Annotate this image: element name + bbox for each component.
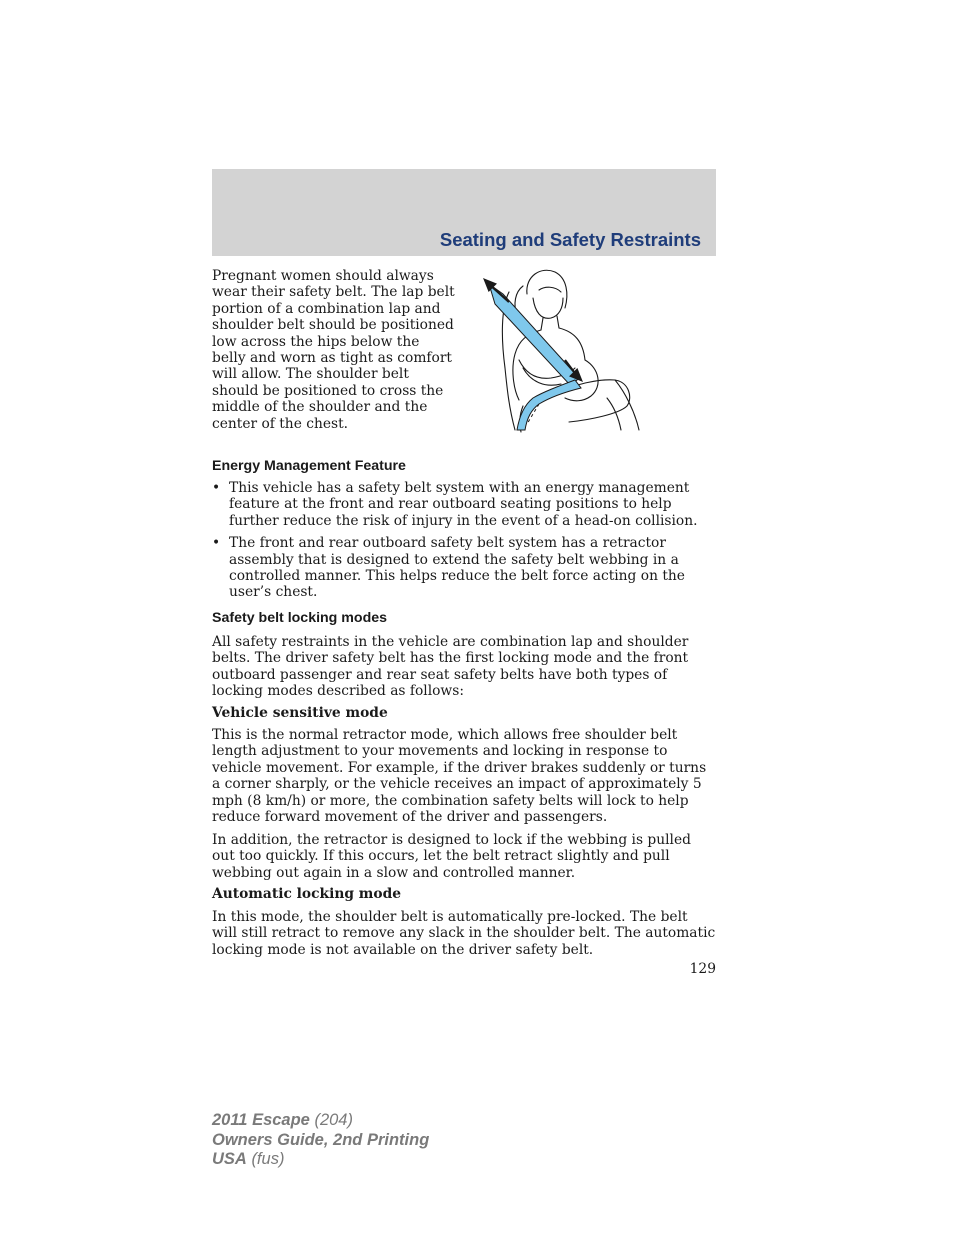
footer xyxy=(212,1111,429,1170)
automatic-locking-heading: Automatic locking mode xyxy=(212,886,402,902)
vehicle-sensitive-heading: Vehicle sensitive mode xyxy=(212,705,388,721)
locking-modes-heading: Safety belt locking modes xyxy=(212,610,388,626)
energy-management-list xyxy=(212,480,716,607)
intro-paragraph: Pregnant women should always wear their safety belt. The lap belt portion of a combination lap and shoulder belt should be positioned low across the hips below the belly and worn as tight as comfort will allow. The shoulder belt should be positioned to cross the middle of the shoulder and the center of the chest. xyxy=(212,268,455,432)
automatic-locking-paragraph: In this mode, the shoulder belt is automatically pre-locked. The belt will still retract to remove any slack in the shoulder belt. The automatic locking mode is not available on the driver safety belt. xyxy=(212,909,716,958)
energy-management-heading: Energy Management Feature xyxy=(212,458,406,474)
list-item: • This vehicle has a safety belt system with an energy management feature at the front and rear outboard seating positions to help further reduce the risk of injury in the event of a head-on collision. xyxy=(212,480,698,529)
page-number: 129 xyxy=(689,961,716,977)
bullet-icon: • xyxy=(212,535,221,552)
list-item: • The front and rear outboard safety belt system has a retractor assembly that is designed to extend the safety belt webbing in a controlled manner. This helps reduce the belt force acting on the user’s chest. xyxy=(212,535,685,601)
pregnant-woman-seatbelt-illustration xyxy=(479,268,655,436)
footer-line-2: Owners Guide, 2nd Printing xyxy=(212,1130,430,1149)
header-band xyxy=(212,169,716,256)
footer-line-1: 2011 Escape (204) xyxy=(212,1111,353,1129)
vehicle-sensitive-paragraph: This is the normal retractor mode, which allows free shoulder belt length adjustment to your movements and locking in response to vehicle movement. For example, if the driver brakes suddenly or turns a corner sharply, or the vehicle receives an impact of approximately 5 mph (8 km/h) or more, the combination safety belts will lock to help reduce forward movement of the driver and passengers. xyxy=(212,727,707,826)
footer-line-3: USA (fus) xyxy=(212,1150,285,1168)
locking-modes-intro: All safety restraints in the vehicle are combination lap and shoulder belts. The driver safety belt has the first locking mode and the front outboard passenger and rear seat safety belts have both types of locking modes described as follows: xyxy=(212,634,689,700)
page-title: Seating and Safety Restraints xyxy=(439,229,701,250)
retractor-paragraph: In addition, the retractor is designed to lock if the webbing is pulled out too quickly. If this occurs, let the belt retract slightly and pull webbing out again in a slow and controlled manner. xyxy=(212,832,691,881)
bullet-icon: • xyxy=(212,480,221,496)
